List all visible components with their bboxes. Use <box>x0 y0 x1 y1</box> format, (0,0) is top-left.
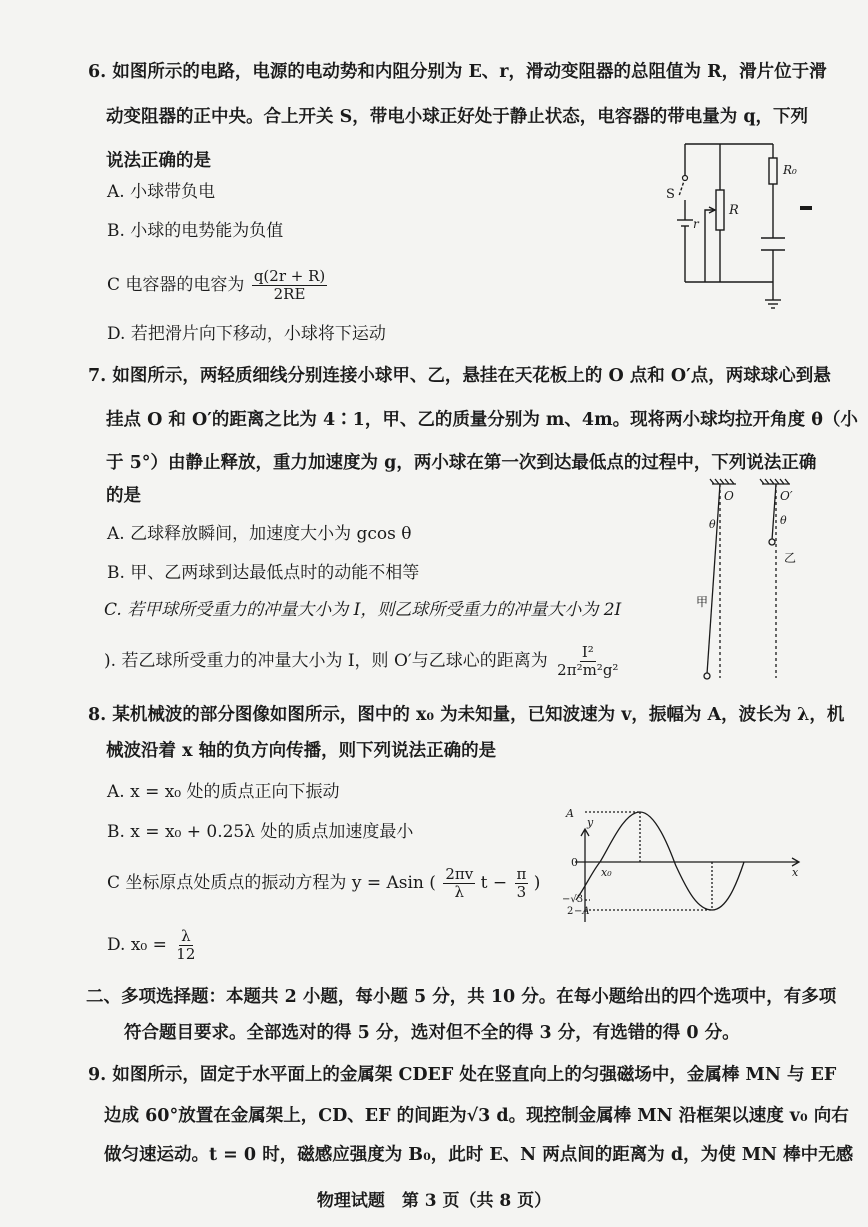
amplitude-label: A <box>566 807 574 820</box>
circuit-diagram <box>665 138 815 310</box>
q7-option-b: B. 甲、乙两球到达最低点时的动能不相等 <box>107 563 420 583</box>
x0-label: x₀ <box>601 866 612 879</box>
q8-option-d-numerator: λ <box>181 927 191 945</box>
q6-stem-line3: 说法正确的是 <box>106 151 211 171</box>
q6-option-c-fraction <box>252 268 327 303</box>
ball-jia-label: 甲 <box>696 595 709 609</box>
pendulum-diagram <box>690 478 810 688</box>
q7-option-d-fraction <box>555 644 620 679</box>
switch-label: S <box>666 187 675 202</box>
q9-stem-line1: 9. 如图所示，固定于水平面上的金属架 CDEF 处在竖直向上的匀强磁场中，金属棒 MN 与 EF <box>88 1065 837 1085</box>
q8-option-c-denominator2: 3 <box>516 883 527 901</box>
q6-circuit-figure <box>665 138 815 310</box>
neg-amplitude-label: −A <box>574 906 590 917</box>
q8-option-c <box>107 866 540 901</box>
rheostat-label: R <box>729 203 739 218</box>
section2-heading-line1: 二、多项选择题：本题共 2 小题，每小题 5 分，共 10 分。在每小题给出的四个选项中，有多项 <box>86 987 837 1007</box>
ball-jia <box>704 673 710 679</box>
q7-stem-line4: 的是 <box>106 486 141 506</box>
q8-option-d-text: D. x₀ = <box>107 935 167 955</box>
half-label: 2 <box>567 906 574 917</box>
wave-graph <box>530 816 815 926</box>
q8-option-c-denominator1: λ <box>454 883 465 901</box>
x-axis-label: x <box>792 866 799 879</box>
q7-option-a: A. 乙球释放瞬间，加速度大小为 gcos θ <box>107 524 412 544</box>
q6-option-c-numerator: q(2r + R) <box>253 267 326 285</box>
q7-stem-line1: 7. 如图所示，两轻质细线分别连接小球甲、乙，悬挂在天花板上的 O 点和 O′点，两球球心到悬 <box>88 366 831 386</box>
q7-option-d-denominator: 2π²m²g² <box>557 661 619 679</box>
q7-pendulum-figure <box>690 478 810 688</box>
r0-label: R₀ <box>783 163 797 177</box>
page-footer: 物理试题 第 3 页（共 8 页） <box>316 1191 552 1211</box>
q6-option-c-text: C 电容器的电容为 <box>107 275 245 295</box>
q7-option-d-numerator: I² <box>581 643 594 661</box>
q6-option-b: B. 小球的电势能为负值 <box>107 221 284 241</box>
q8-option-a: A. x = x₀ 处的质点正向下振动 <box>107 782 340 802</box>
q7-option-d-text: ). 若乙球所受重力的冲量大小为 I，则 O′与乙球心的距离为 <box>104 651 548 671</box>
sqrt3-label: −√3 <box>562 894 584 905</box>
q6-stem-line1: 6. 如图所示的电路，电源的电动势和内阻分别为 E、r，滑动变阻器的总阻值为 R，滑片位于滑 <box>88 62 827 82</box>
origin-label: 0 <box>571 856 578 869</box>
q9-stem-line2: 边成 60°放置在金属架上，CD、EF 的间距为√3 d。现控制金属棒 MN 沿框架以速度 v₀ 向右 <box>104 1106 849 1126</box>
q8-option-d-fraction <box>174 928 197 963</box>
q7-option-c: C. 若甲球所受重力的冲量大小为 I，则乙球所受重力的冲量大小为 2I <box>104 600 622 620</box>
q8-stem-line2: 械波沿着 x 轴的负方向传播，则下列说法正确的是 <box>106 741 497 761</box>
theta-left-label: θ <box>709 518 716 531</box>
rheostat-R <box>716 190 724 230</box>
q6-stem-line2: 动变阻器的正中央。合上开关 S，带电小球正好处于静止状态，电容器的带电量为 q，下列 <box>106 107 809 127</box>
q7-stem-line3: 于 5°）由静止释放，重力加速度为 g，两小球在第一次到达最低点的过程中，下列说法正确 <box>106 453 817 473</box>
q8-option-c-numerator2: π <box>516 865 527 883</box>
q7-option-d <box>104 644 620 679</box>
q8-option-d-denominator: 12 <box>176 945 196 963</box>
ball-yi <box>769 539 775 545</box>
q9-stem-line3: 做匀速运动。t = 0 时，磁感应强度为 B₀，此时 E、N 两点间的距离为 d，为使 MN 棒中无感 <box>104 1145 854 1165</box>
q8-option-c-suffix: ) <box>533 873 541 893</box>
wave-curve <box>576 812 744 910</box>
q6-option-d: D. 若把滑片向下移动，小球将下运动 <box>107 324 386 344</box>
theta-right-label: θ <box>780 514 787 527</box>
y-axis-label: y <box>587 816 594 829</box>
q8-option-c-text: C 坐标原点处质点的振动方程为 y = Asin ( <box>107 873 436 893</box>
q8-option-c-numerator1: 2πv <box>445 865 474 883</box>
internal-resistance-label: r <box>693 217 699 231</box>
q8-wave-figure <box>530 816 815 926</box>
resistor-r0 <box>769 158 777 184</box>
pivot-o-label: O <box>724 489 734 503</box>
q8-option-b: B. x = x₀ + 0.25λ 处的质点加速度最小 <box>107 822 414 842</box>
q6-option-a: A. 小球带负电 <box>107 182 216 202</box>
q8-option-d <box>107 928 197 963</box>
q8-option-c-mid: t − <box>480 873 508 893</box>
q6-option-c <box>107 268 327 303</box>
q6-option-c-denominator: 2RE <box>273 285 306 303</box>
q8-option-c-fraction2 <box>515 866 529 901</box>
pivot-o-prime-label: O′ <box>780 489 793 503</box>
q8-stem-line1: 8. 某机械波的部分图像如图所示，图中的 x₀ 为未知量，已知波速为 v，振幅为 A，波长为 λ，机 <box>88 705 845 725</box>
ball-yi-label: 乙 <box>784 551 797 565</box>
q8-option-c-fraction1 <box>443 866 475 901</box>
section2-heading-line2: 符合题目要求。全部选对的得 5 分，选对但不全的得 3 分，有选错的得 0 分。 <box>124 1023 740 1043</box>
q7-stem-line2: 挂点 O 和 O′的距离之比为 4∶1，甲、乙的质量分别为 m、4m。现将两小球均拉开角度 θ（小 <box>106 410 858 430</box>
